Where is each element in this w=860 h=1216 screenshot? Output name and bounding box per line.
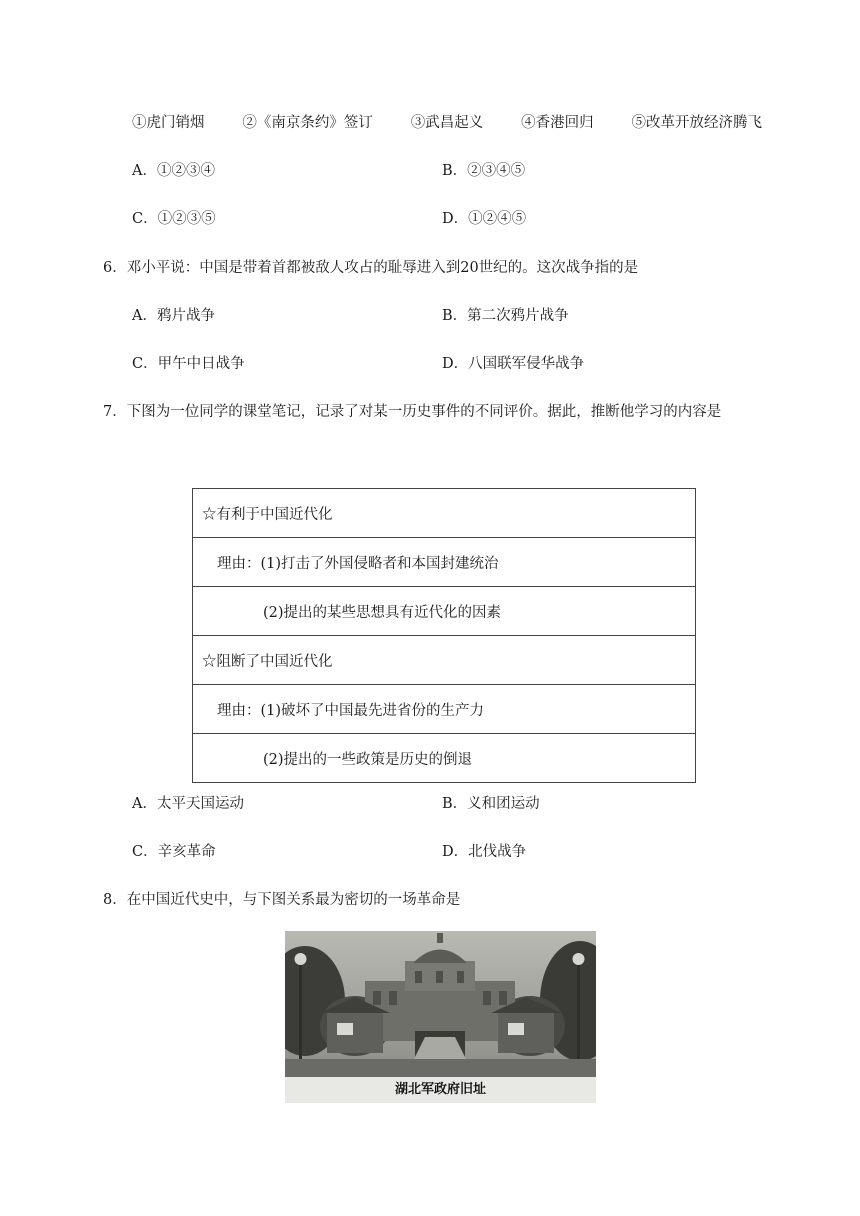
q6-stem: 6．邓小平说：中国是带着首都被敌人攻占的耻辱进入到20世纪的。这次战争指的是	[103, 260, 639, 276]
event-item: ⑤改革开放经济腾飞	[631, 115, 762, 131]
q7-option-d: D．北伐战争	[442, 844, 527, 860]
q7-option-a: A．太平天国运动	[132, 796, 244, 812]
q6-option-d: D．八国联军侵华战争	[442, 356, 585, 372]
building-photo-illustration	[285, 931, 596, 1077]
notes-reason: (2)提出的某些思想具有近代化的因素	[193, 587, 696, 636]
event-item: ④香港回归	[521, 115, 594, 131]
q7-stem: 7．下图为一位同学的课堂笔记，记录了对某一历史事件的不同评价。据此，推断他学习的内容是	[103, 404, 722, 420]
q6-option-a: A．鸦片战争	[132, 308, 215, 324]
event-item: ②《南京条约》签订	[242, 115, 373, 131]
notes-reason: 理由：(1)破坏了中国最先进省份的生产力	[193, 685, 696, 734]
q5-option-d: D．①②④⑤	[442, 211, 527, 227]
notes-heading-positive: ☆有利于中国近代化	[193, 489, 696, 538]
class-notes-table	[192, 488, 696, 783]
event-item: ③武昌起义	[410, 115, 484, 131]
q5-option-a: A．①②③④	[132, 163, 215, 179]
hubei-military-government-photo	[285, 931, 596, 1103]
event-item: ①虎门销烟	[132, 115, 205, 131]
notes-reason: (2)提出的一些政策是历史的倒退	[193, 734, 696, 783]
notes-reason: 理由：(1)打击了外国侵略者和本国封建统治	[193, 538, 696, 587]
q6-option-b: B．第二次鸦片战争	[442, 308, 569, 324]
q5-option-c: C．①②③⑤	[132, 211, 216, 227]
q8-stem: 8．在中国近代史中，与下图关系最为密切的一场革命是	[103, 892, 461, 908]
q7-option-b: B．义和团运动	[442, 796, 540, 812]
q5-option-b: B．②③④⑤	[442, 163, 526, 179]
q6-option-c: C．甲午中日战争	[132, 356, 245, 372]
photo-caption: 湖北军政府旧址	[285, 1077, 596, 1103]
event-list	[132, 111, 762, 132]
q7-option-c: C．辛亥革命	[132, 844, 216, 860]
notes-heading-negative: ☆阻断了中国近代化	[193, 636, 696, 685]
